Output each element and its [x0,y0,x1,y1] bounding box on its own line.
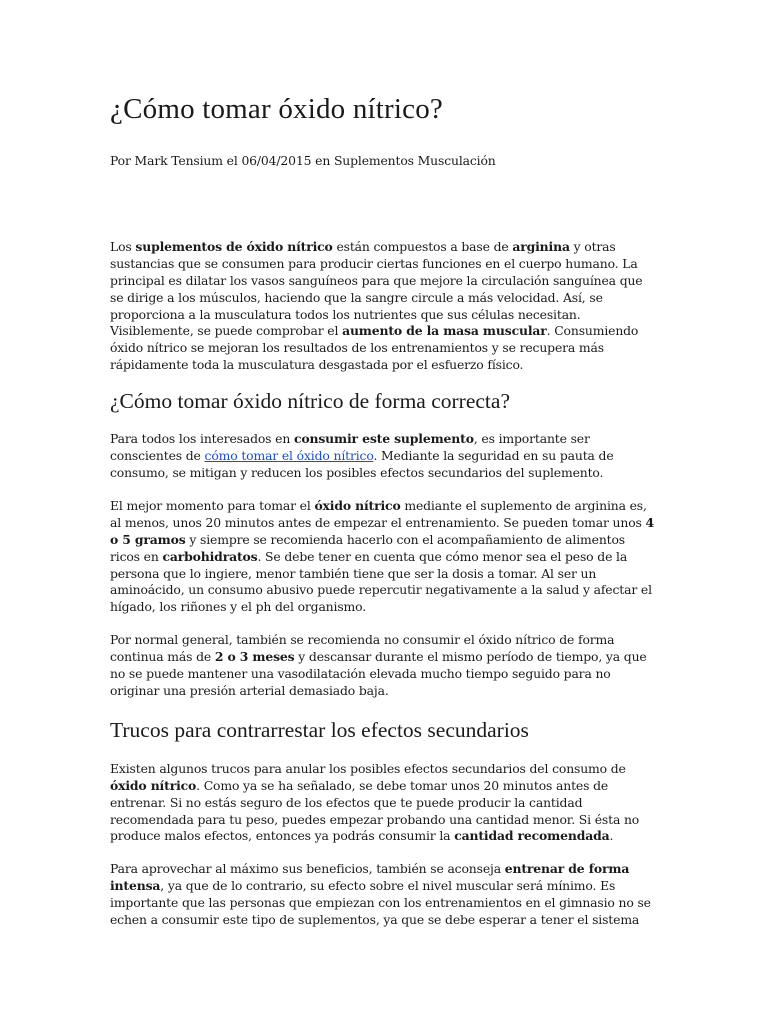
text-run: Para todos los interesados en [110,431,294,447]
text-run: . Se debe tener en cuenta que cómo menor sea el peso de la persona que lo ingiere, menor también tiene que ser la dosis a tomar. Al ser un aminoácido, un consumo abusivo puede repercutir negativamente a la salud y afectar el hígado, los riñones y el ph del organismo. [110,548,652,615]
paragraph-consumo [110,431,658,482]
section-heading-forma-correcta: ¿Cómo tomar óxido nítrico de forma correcta? [110,389,510,414]
bold-text: cantidad recomendada [454,828,610,844]
text-run: y otras sustancias que se consumen para producir ciertas funciones en el cuerpo humano. La principal es dilatar los vasos sanguíneos para que mejore la circulación sanguínea que se dirige a los músculos, haciendo que la sangre circule a más velocidad. Así, se proporciona a la musculatura todos los nutrientes que sus células necesitan. Visiblemente, se puede comprobar el [110,238,643,339]
bold-text: carbohidratos [162,548,258,564]
text-run: . [609,828,614,844]
text-run: . Consumiendo óxido nítrico se mejoran los resultados de los entrenamientos y se recupera más rápidamente toda la musculatura desgastada por el esfuerzo físico. [110,323,639,373]
text-run: El mejor momento para tomar el [110,497,315,513]
text-run: y descansar durante el mismo período de tiempo, ya que no se puede mantener una vasodilatación elevada mucho tiempo seguido para no originar una presión arterial demasiado baja. [110,649,647,698]
bold-text: 2 o 3 meses [214,649,295,665]
text-run: , es importante ser conscientes de [110,431,590,464]
paragraph-mejor-momento [110,498,658,616]
text-run: están compuestos a base de [332,238,513,254]
article-title: ¿Cómo tomar óxido nítrico? [110,93,443,125]
paragraph-beneficios [110,861,658,929]
bold-text: suplementos de óxido nítrico [135,238,333,254]
bold-text: entrenar de forma intensa [110,861,630,894]
paragraph-norma-general [110,632,658,700]
text-run: . Mediante la seguridad en su pauta de consumo, se mitigan y reducen los posibles efectos secundarios del suplemento. [110,448,614,480]
bold-text: óxido nítrico [314,497,401,513]
bold-text: óxido nítrico [110,777,197,793]
text-run: , ya que de lo contrario, su efecto sobre el nivel muscular será mínimo. Es importante que las personas que empiezan con los entrenamientos en el gimnasio no se echen a consumir este tipo de suplementos, ya que se debe esperar a tener el sistema [110,878,651,928]
bold-text: arginina [512,238,570,254]
text-run: y siempre se recomienda hacerlo con el acompañamiento de alimentos ricos en [110,531,625,564]
bold-text: consumir este suplemento [293,431,474,447]
how-to-take-link[interactable]: cómo tomar el óxido nítrico [204,448,374,464]
text-run: Existen algunos trucos para anular los posibles efectos secundarios del consumo de [110,760,626,776]
text-run: Por normal general, también se recomienda no consumir el óxido nítrico de forma continua más de [110,632,615,665]
text-run: mediante el suplemento de arginina es, al menos, unos 20 minutos antes de empezar el entrenamiento. Se pueden tomar unos [110,497,647,530]
bold-text: 4 o 5 gramos [110,514,654,547]
text-run: Los [110,238,136,254]
bold-text: aumento de la masa muscular [342,323,547,339]
article-byline: Por Mark Tensium el 06/04/2015 en Suplementos Musculación [110,153,496,168]
text-run: Para aprovechar al máximo sus beneficios, también se aconseja [110,861,505,877]
paragraph-trucos [110,761,658,846]
text-run: . Como ya se ha señalado, se debe tomar unos 20 minutos antes de entrenar. Si no estás seguro de los efectos que te puede producir la cantidad recomendada para tu peso, puedes empezar probando una cantidad menor. Si ésta no produce malos efectos, entonces ya podrás consumir la [110,777,640,844]
paragraph-intro [110,239,658,374]
section-heading-trucos: Trucos para contrarrestar los efectos secundarios [110,717,529,742]
